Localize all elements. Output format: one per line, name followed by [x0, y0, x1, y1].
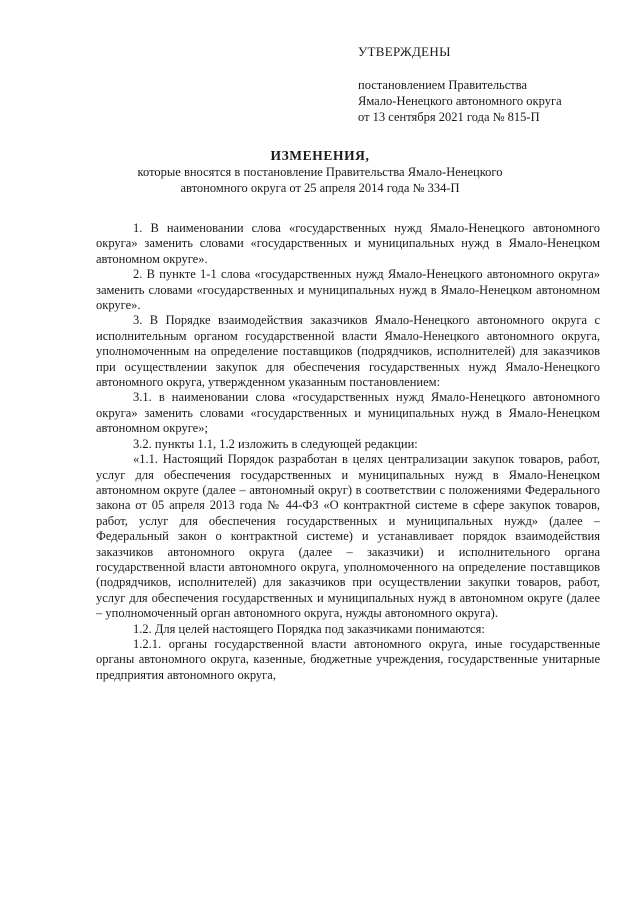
- body-paragraph: «1.1. Настоящий Порядок разработан в целях централизации закупок товаров, работ, услуг для обеспечения государственных и муниципальных нужд в Ямало-Ненецком автономном округе (далее – автономный округ) в соответствии с положениями Федерального закона от 05 апреля 2013 года № 44-ФЗ «О контрактной системе в сфере закупок товаров, работ, услуг для обеспечения государственных и муниципальных нужд» (далее – Федеральный закон о контрактной системе) и устанавливает порядок взаимодействия заказчиков автономного округа (далее – заказчики) и исполнительного органа государственной власти автономного округа, уполномоченного на определение поставщиков (подрядчиков, исполнителей) для заказчиков при осуществлении закупки товаров, работ, услуг для обеспечения государственных и муниципальных нужд в автономном округе (далее – уполномоченный орган автономного округа, нужды автономного округа).: [96, 452, 600, 621]
- body-paragraph: 2. В пункте 1-1 слова «государственных нужд Ямало-Ненецкого автономного округа» заменить словами «государственных и муниципальных нужд в Ямало-Ненецком автономном округе».: [96, 267, 600, 313]
- document-subtitle: автономного округа от 25 апреля 2014 года № 334-П: [180, 181, 460, 195]
- approval-block: [358, 44, 562, 125]
- approval-line: постановлением Правительства: [358, 78, 528, 92]
- body-paragraph: 3.2. пункты 1.1, 1.2 изложить в следующей редакции:: [133, 436, 418, 451]
- body-paragraph: 1.2. Для целей настоящего Порядка под заказчиками понимаются:: [133, 621, 485, 636]
- body-paragraph: 1. В наименовании слова «государственных нужд Ямало-Ненецкого автономного округа» заменить словами «государственных и муниципальных нужд в Ямало-Ненецком автономном округе».: [96, 221, 600, 266]
- approval-line: от 13 сентября 2021 года № 815-П: [358, 110, 540, 124]
- approval-heading: УТВЕРЖДЕНЫ: [358, 44, 451, 59]
- document-title: ИЗМЕНЕНИЯ,: [270, 148, 370, 163]
- approval-line: Ямало-Ненецкого автономного округа: [358, 94, 562, 108]
- document-subtitle: которые вносятся в постановление Правительства Ямало-Ненецкого: [137, 165, 503, 179]
- document-body: [96, 221, 600, 683]
- body-paragraph: 3.1. в наименовании слова «государственных нужд Ямало-Ненецкого автономного округа» заменить словами «государственных и муниципальных нужд в Ямало-Ненецком автономном округе»;: [96, 390, 600, 436]
- body-paragraph: 1.2.1. органы государственной власти автономного округа, иные государственные органы автономного округа, казенные, бюджетные учреждения, государственные унитарные предприятия автономного округа,: [96, 636, 600, 682]
- document-title-block: [100, 148, 540, 196]
- body-paragraph: 3. В Порядке взаимодействия заказчиков Ямало-Ненецкого автономного округа с исполнительным органом государственной власти Ямало-Ненецкого автономного округа, уполномоченным на определение поставщиков (подрядчиков, исполнителей) для заказчиков при осуществлении закупок для обеспечения государственных нужд Ямало-Ненецкого автономного округа, утвержденном указанным постановлением:: [96, 313, 600, 390]
